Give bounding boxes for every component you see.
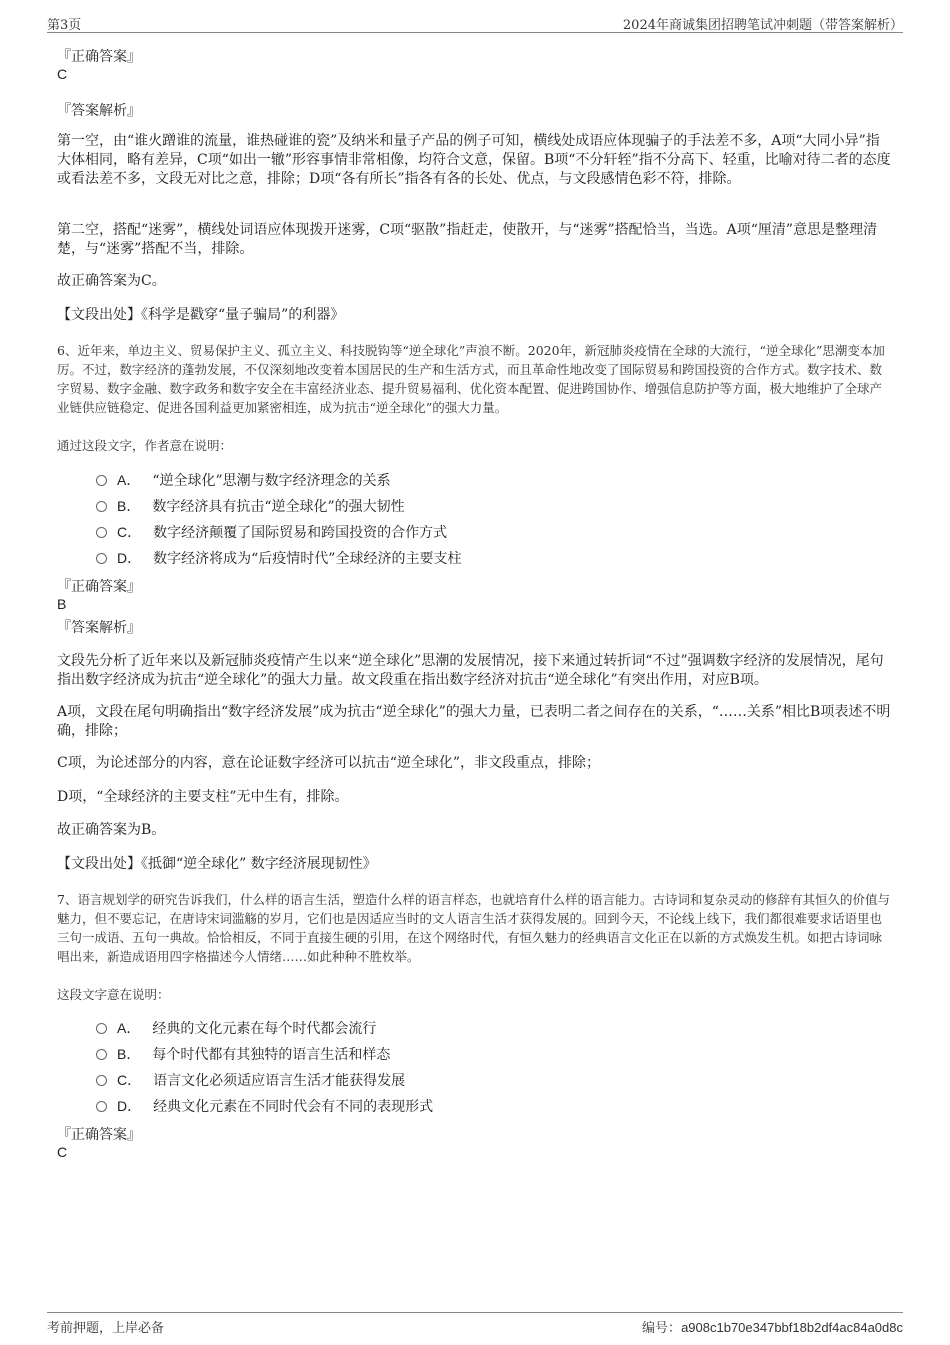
answer-label: 『正确答案』 <box>57 579 141 595</box>
option-a[interactable]: A． “逆全球化”思潮与数字经济理念的关系 <box>96 470 391 491</box>
analysis-conclusion: 故正确答案为B。 <box>57 822 166 838</box>
question-prompt: 这段文字意在说明： <box>57 987 170 1002</box>
option-b[interactable]: B． 每个时代都有其独特的语言生活和样态 <box>96 1044 390 1065</box>
correct-answer: B <box>57 596 67 612</box>
option-a[interactable]: A． 经典的文化元素在每个时代都会流行 <box>96 1018 376 1039</box>
document-title: 2024年商诚集团招聘笔试冲刺题（带答案解析） <box>622 18 903 33</box>
analysis-conclusion: 故正确答案为C。 <box>57 273 166 289</box>
analysis-paragraph: 文段先分析了近年来以及新冠肺炎疫情产生以来“逆全球化”思潮的发展情况，接下来通过转折词“不过”强调数字经济的发展情况，尾句指出数字经济成为抗击“逆全球化”的强大力量。故文段重在指出数字经济对抗击“逆全球化”有突出作用，对应B项。 <box>57 653 884 688</box>
radio-icon[interactable] <box>96 553 107 564</box>
document-code: 编号：a908c1b70e347bbf18b2df4ac84a0d8c <box>642 1320 903 1336</box>
analysis-paragraph: D项，“全球经济的主要支柱”无中生有，排除。 <box>57 789 349 805</box>
radio-icon[interactable] <box>96 475 107 486</box>
radio-icon[interactable] <box>96 527 107 538</box>
passage-source: 【文段出处】《科学是戳穿“量子骗局”的利器》 <box>57 307 345 323</box>
radio-icon[interactable] <box>96 1049 107 1060</box>
question-stem: 7、语言规划学的研究告诉我们，什么样的语言生活，塑造什么样的语言样态，也就培育什么样的语言能力。古诗词和复杂灵动的修辞有其恒久的价值与魅力，但不要忘记，在唐诗宋词滥觞的岁月，它们也是因适应当时的文人语言生活才获得发展的。回到今天，不论线上线下，我们都很难要求话语里也三句一成语、五句一典故。恰恰相反，不同于直接生硬的引用，在这个网络时代，有恒久魅力的经典语言文化正在以新的方式焕发生机。如把古诗词咏唱出来，新造成语用四字格描述今人情绪……如此种种不胜枚举。 <box>57 892 890 964</box>
option-c[interactable]: C． 数字经济颠覆了国际贸易和跨国投资的合作方式 <box>96 522 447 543</box>
analysis-paragraph: C项，为论述部分的内容，意在论证数字经济可以抗击“逆全球化”，非文段重点，排除； <box>57 755 601 771</box>
footer-slogan: 考前押题，上岸必备 <box>47 1321 165 1336</box>
radio-icon[interactable] <box>96 501 107 512</box>
analysis-label: 『答案解析』 <box>57 103 141 119</box>
correct-answer: C <box>57 1144 68 1160</box>
answer-label: 『正确答案』 <box>57 49 141 65</box>
analysis-label: 『答案解析』 <box>57 620 141 636</box>
analysis-paragraph: 第二空，搭配“迷雾”，横线处词语应体现拨开迷雾，C项“驱散”指赶走，使散开，与“迷雾”搭配恰当，当选。A项“厘清”意思是整理清楚，与“迷雾”搭配不当，排除。 <box>57 222 878 257</box>
page-number: 第3页 <box>47 18 82 33</box>
option-d[interactable]: D． 经典文化元素在不同时代会有不同的表现形式 <box>96 1096 433 1117</box>
option-b[interactable]: B． 数字经济具有抗击“逆全球化”的强大韧性 <box>96 496 405 517</box>
question-stem: 6、近年来，单边主义、贸易保护主义、孤立主义、科技脱钩等“逆全球化”声浪不断。2020年，新冠肺炎疫情在全球的大流行，“逆全球化”思潮变本加厉。不过，数字经济的蓬勃发展，不仅深刻地改变着本国居民的生产和生活方式，而且革命性地改变了国际贸易和跨国投资的合作方式。数字技术、数字贸易、数字金融、数字政务和数字安全在丰富经济业态、提升贸易福利、优化资本配置、促进跨国协作、增强信息防护等方面，极大地维护了全球产业链供应链稳定、促进各国利益更加紧密相连，成为抗击“逆全球化”的强大力量。 <box>57 343 885 415</box>
analysis-paragraph: 第一空，由“谁火蹭谁的流量，谁热碰谁的瓷”及纳米和量子产品的例子可知，横线处成语应体现骗子的手法差不多，A项“大同小异”指大体相同，略有差异，C项“如出一辙”形容事情非常相像，均符合文意，保留。B项“不分轩轾”指不分高下、轻重，比喻对待二者的态度或看法差不多，文段无对比之意，排除；D项“各有所长”指各有各的长处、优点，与文段感情色彩不符，排除。 <box>57 133 891 187</box>
radio-icon[interactable] <box>96 1023 107 1034</box>
passage-source: 【文段出处】《抵御“逆全球化” 数字经济展现韧性》 <box>57 856 377 872</box>
option-d[interactable]: D． 数字经济将成为“后疫情时代”全球经济的主要支柱 <box>96 548 461 569</box>
radio-icon[interactable] <box>96 1101 107 1112</box>
radio-icon[interactable] <box>96 1075 107 1086</box>
option-c[interactable]: C． 语言文化必须适应语言生活才能获得发展 <box>96 1070 405 1091</box>
analysis-paragraph: A项，文段在尾句明确指出“数字经济发展”成为抗击“逆全球化”的强大力量，已表明二者之间存在的关系，“……关系”相比B项表述不明确，排除； <box>57 704 891 739</box>
page-footer <box>47 1312 903 1335</box>
correct-answer: C <box>57 66 68 82</box>
answer-label: 『正确答案』 <box>57 1127 141 1143</box>
question-prompt: 通过这段文字，作者意在说明： <box>57 438 233 453</box>
